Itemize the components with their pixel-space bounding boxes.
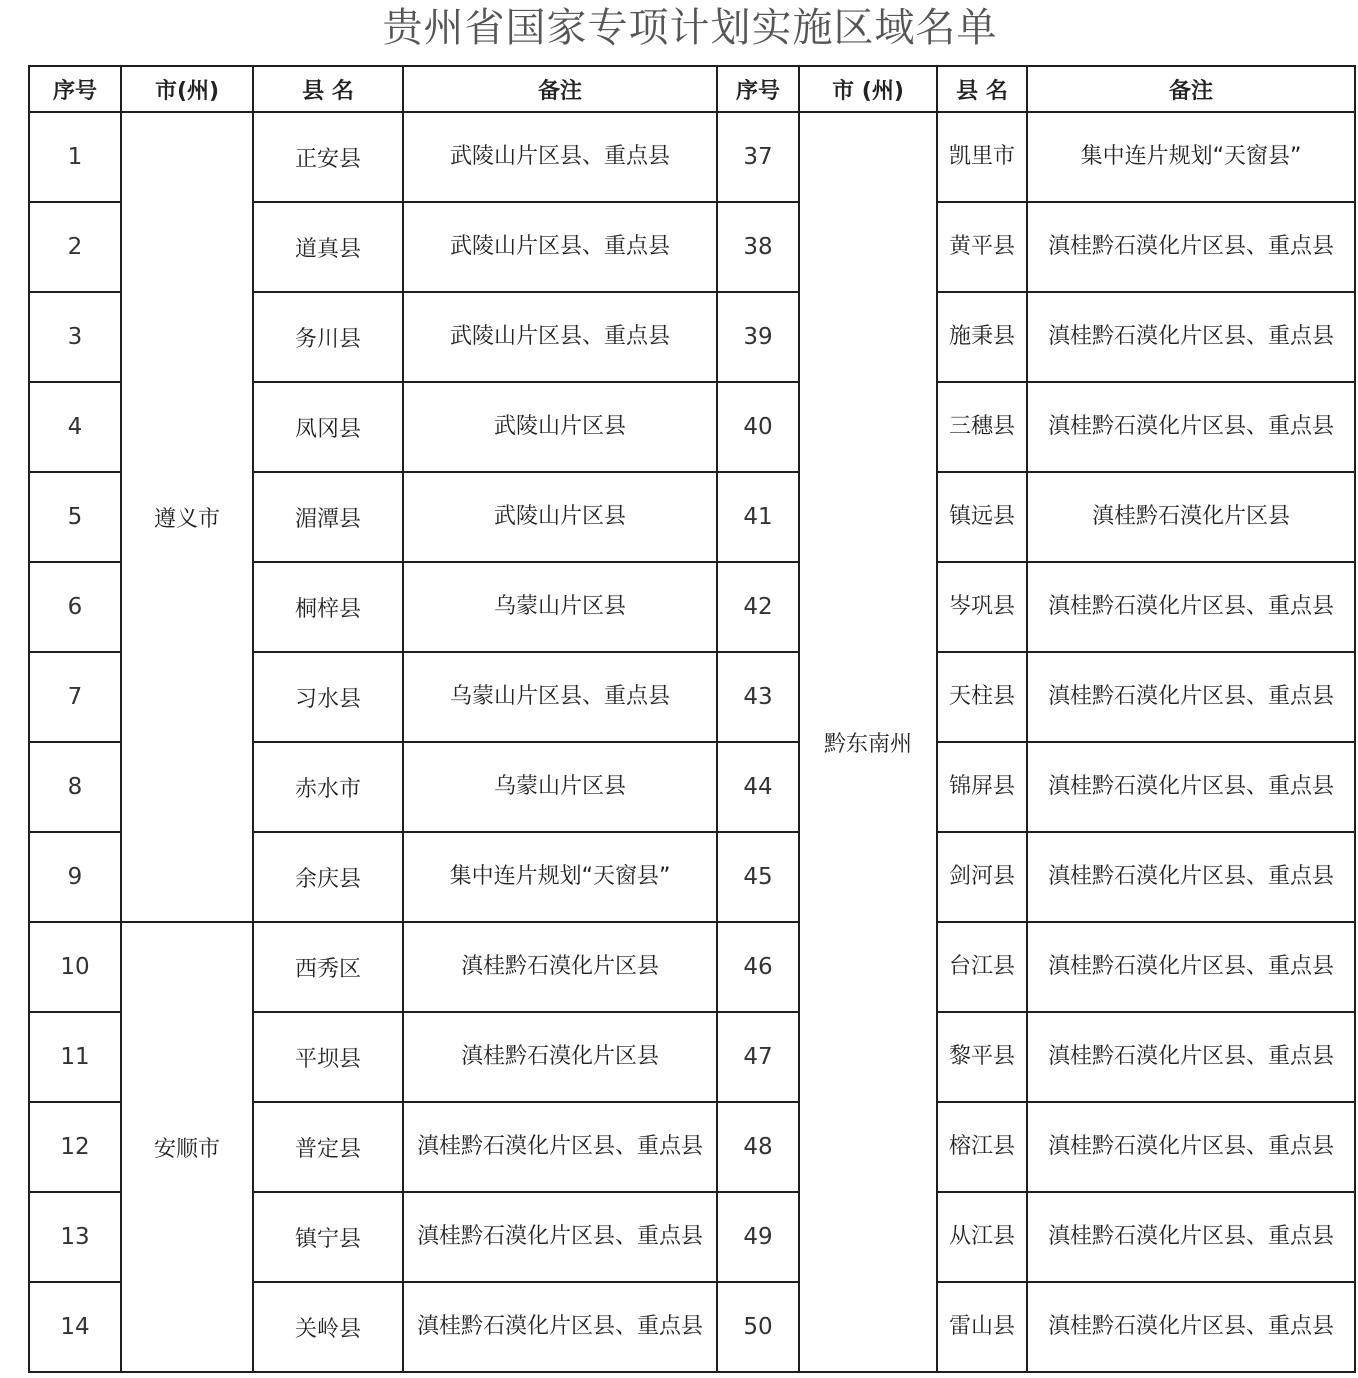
note-cell: 滇桂黔石漠化片区县: [403, 1012, 717, 1102]
note-cell: 滇桂黔石漠化片区县、重点县: [1027, 832, 1355, 922]
row-number: 38: [717, 202, 799, 292]
county-cell: 务川县: [253, 292, 403, 382]
county-cell: 剑河县: [937, 832, 1027, 922]
county-cell: 习水县: [253, 652, 403, 742]
county-cell: 榕江县: [937, 1102, 1027, 1192]
county-cell: 凯里市: [937, 112, 1027, 202]
note-cell: 滇桂黔石漠化片区县、重点县: [1027, 562, 1355, 652]
row-number: 11: [29, 1012, 121, 1102]
note-cell: 滇桂黔石漠化片区县、重点县: [1027, 202, 1355, 292]
row-number: 4: [29, 382, 121, 472]
note-cell: 滇桂黔石漠化片区县、重点县: [1027, 1102, 1355, 1192]
county-cell: 锦屏县: [937, 742, 1027, 832]
note-cell: 滇桂黔石漠化片区县、重点县: [1027, 1192, 1355, 1282]
row-number: 12: [29, 1102, 121, 1192]
county-cell: 三穗县: [937, 382, 1027, 472]
row-number: 7: [29, 652, 121, 742]
row-number: 37: [717, 112, 799, 202]
county-cell: 镇宁县: [253, 1192, 403, 1282]
county-cell: 施秉县: [937, 292, 1027, 382]
county-cell: 湄潭县: [253, 472, 403, 562]
county-cell: 平坝县: [253, 1012, 403, 1102]
row-number: 47: [717, 1012, 799, 1102]
row-number: 43: [717, 652, 799, 742]
row-number: 2: [29, 202, 121, 292]
row-number: 39: [717, 292, 799, 382]
note-cell: 滇桂黔石漠化片区县、重点县: [403, 1282, 717, 1372]
row-number: 13: [29, 1192, 121, 1282]
note-cell: 武陵山片区县: [403, 382, 717, 472]
note-cell: 滇桂黔石漠化片区县、重点县: [1027, 652, 1355, 742]
row-number: 5: [29, 472, 121, 562]
header-county: 县 名: [253, 66, 403, 112]
header-no: 序号: [29, 66, 121, 112]
row-number: 9: [29, 832, 121, 922]
header-city: 市(州): [121, 66, 253, 112]
county-cell: 天柱县: [937, 652, 1027, 742]
row-number: 14: [29, 1282, 121, 1372]
county-cell: 普定县: [253, 1102, 403, 1192]
note-cell: 滇桂黔石漠化片区县: [403, 922, 717, 1012]
row-number: 44: [717, 742, 799, 832]
county-cell: 岑巩县: [937, 562, 1027, 652]
note-cell: 乌蒙山片区县、重点县: [403, 652, 717, 742]
city-cell: 安顺市: [121, 922, 253, 1372]
county-cell: 余庆县: [253, 832, 403, 922]
row-number: 42: [717, 562, 799, 652]
county-cell: 西秀区: [253, 922, 403, 1012]
page-title: 贵州省国家专项计划实施区域名单: [382, 5, 998, 51]
note-cell: 滇桂黔石漠化片区县、重点县: [403, 1192, 717, 1282]
note-cell: 滇桂黔石漠化片区县、重点县: [1027, 382, 1355, 472]
row-number: 45: [717, 832, 799, 922]
county-cell: 关岭县: [253, 1282, 403, 1372]
county-cell: 道真县: [253, 202, 403, 292]
header-city-2: 市 (州): [799, 66, 937, 112]
note-cell: 滇桂黔石漠化片区县、重点县: [1027, 742, 1355, 832]
note-cell: 武陵山片区县、重点县: [403, 112, 717, 202]
row-number: 1: [29, 112, 121, 202]
row-number: 46: [717, 922, 799, 1012]
row-number: 49: [717, 1192, 799, 1282]
county-cell: 正安县: [253, 112, 403, 202]
county-cell: 黎平县: [937, 1012, 1027, 1102]
row-number: 3: [29, 292, 121, 382]
header-county-2: 县 名: [937, 66, 1027, 112]
region-table: [28, 65, 1356, 1373]
note-cell: 滇桂黔石漠化片区县: [1027, 472, 1355, 562]
note-cell: 集中连片规划“天窗县”: [1027, 112, 1355, 202]
header-note-2: 备注: [1027, 66, 1355, 112]
row-number: 48: [717, 1102, 799, 1192]
header-note: 备注: [403, 66, 717, 112]
note-cell: 武陵山片区县、重点县: [403, 202, 717, 292]
county-cell: 凤冈县: [253, 382, 403, 472]
county-cell: 台江县: [937, 922, 1027, 1012]
note-cell: 滇桂黔石漠化片区县、重点县: [1027, 292, 1355, 382]
county-cell: 桐梓县: [253, 562, 403, 652]
row-number: 10: [29, 922, 121, 1012]
header-no-2: 序号: [717, 66, 799, 112]
row-number: 6: [29, 562, 121, 652]
row-number: 50: [717, 1282, 799, 1372]
table-row: [29, 922, 1355, 1012]
header-row: [29, 66, 1355, 112]
note-cell: 滇桂黔石漠化片区县、重点县: [403, 1102, 717, 1192]
city-cell: 黔东南州: [799, 112, 937, 1372]
city-cell: 遵义市: [121, 112, 253, 922]
note-cell: 乌蒙山片区县: [403, 742, 717, 832]
note-cell: 集中连片规划“天窗县”: [403, 832, 717, 922]
note-cell: 武陵山片区县、重点县: [403, 292, 717, 382]
county-cell: 雷山县: [937, 1282, 1027, 1372]
county-cell: 赤水市: [253, 742, 403, 832]
table-row: [29, 112, 1355, 202]
note-cell: 滇桂黔石漠化片区县、重点县: [1027, 922, 1355, 1012]
county-cell: 从江县: [937, 1192, 1027, 1282]
row-number: 41: [717, 472, 799, 562]
row-number: 40: [717, 382, 799, 472]
note-cell: 滇桂黔石漠化片区县、重点县: [1027, 1282, 1355, 1372]
note-cell: 滇桂黔石漠化片区县、重点县: [1027, 1012, 1355, 1102]
county-cell: 黄平县: [937, 202, 1027, 292]
row-number: 8: [29, 742, 121, 832]
county-cell: 镇远县: [937, 472, 1027, 562]
note-cell: 乌蒙山片区县: [403, 562, 717, 652]
note-cell: 武陵山片区县: [403, 472, 717, 562]
